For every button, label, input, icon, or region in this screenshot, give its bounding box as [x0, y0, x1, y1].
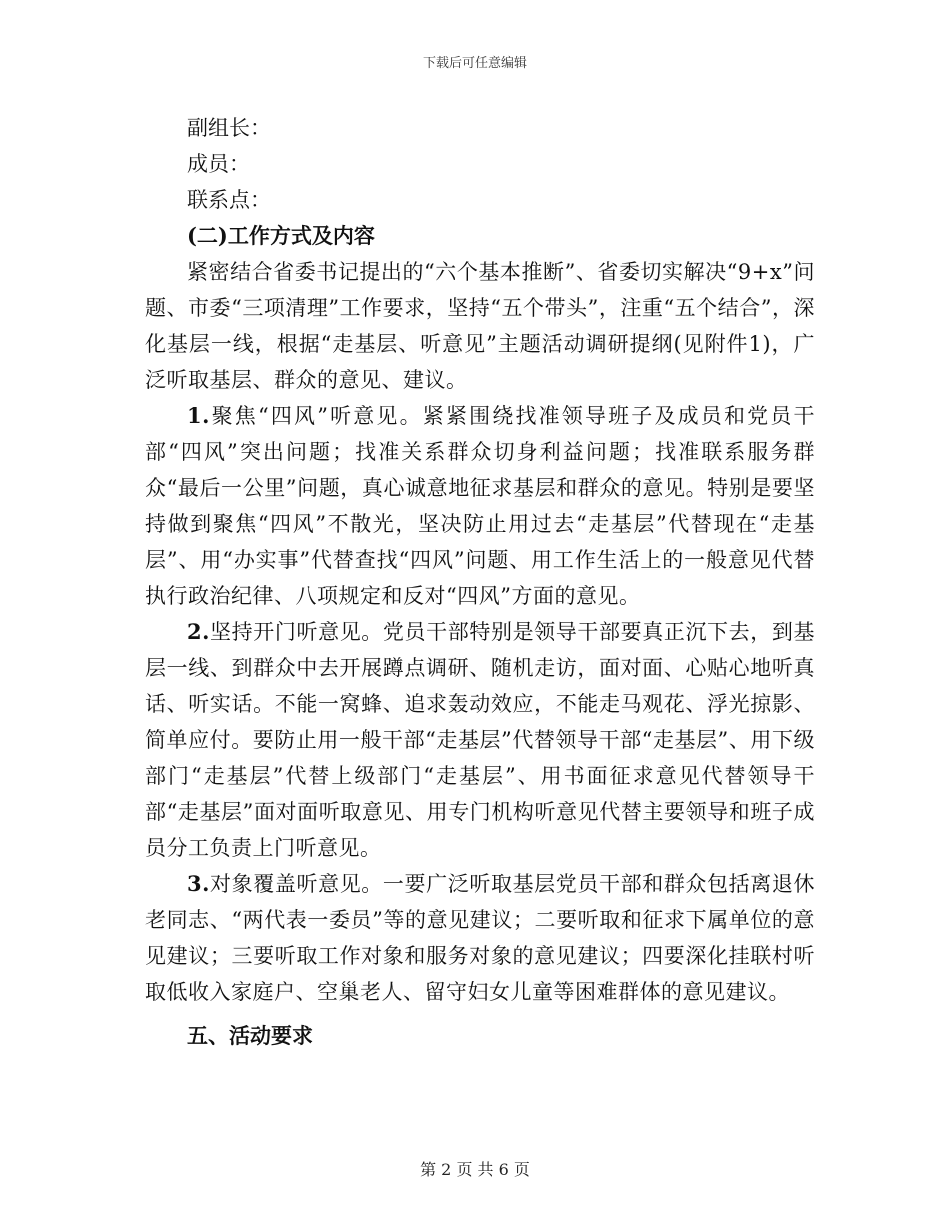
page-header: 下载后可任意编辑 [422, 56, 527, 71]
item-number: 3. [187, 871, 210, 896]
item-number: 1. [187, 403, 210, 428]
item-number: 2. [187, 619, 210, 644]
subheading-work-method: (二)工作方式及内容 [187, 223, 375, 248]
item-text: 坚持开门听意见。党员干部特别是领导干部要真正沉下去，到基层一线、到群众中去开展蹲点调研、随机走访，面对面、心贴心地听真话、听实话。不能一窝蜂、追求轰动效应，不能走马观花、浮光掠影、简单应付。要防止用一般干部“走基层”代替领导干部“走基层”、用下级部门“走基层”代替上级部门“走基层”、用书面征求意见代替领导干部“走基层”面对面听取意见、用专门机构听意见代替主要领导和班子成员分工负责上门听意见。 [145, 620, 815, 860]
list-item [145, 866, 815, 1010]
page-footer: 第 2 页 共 6 页 [420, 1160, 530, 1179]
item-text: 对象覆盖听意见。一要广泛听取基层党员干部和群众包括离退休老同志、“两代表一委员”等的意见建议；二要听取和征求下属单位的意见建议；三要听取工作对象和服务对象的意见建议；四要深化挂联村听取低收入家庭户、空巢老人、留守妇女儿童等困难群体的意见建议。 [145, 872, 815, 1004]
intro-paragraph: 紧密结合省委书记提出的“六个基本推断”、省委切实解决“9+x”问题、市委“三项清理”工作要求，坚持“五个带头”，注重“五个结合”，深化基层一线，根据“走基层、听意见”主题活动调研提纲(见附件1)，广泛听取基层、群众的意见、建议。 [145, 260, 815, 392]
list-item [145, 614, 815, 866]
field-members: 成员： [187, 152, 250, 176]
field-contact-point: 联系点： [187, 188, 271, 212]
list-item [145, 398, 815, 614]
item-text: 聚焦“四风”听意见。紧紧围绕找准领导班子及成员和党员干部“四风”突出问题；找准关系群众切身利益问题；找准联系服务群众“最后一公里”问题，真心诚意地征求基层和群众的意见。特别是要坚持做到聚焦“四风”不散光，坚决防止用过去“走基层”代替现在“走基层”、用“办实事”代替查找“四风”问题、用工作生活上的一般意见代替执行政治纪律、八项规定和反对“四风”方面的意见。 [145, 404, 815, 608]
document-body [145, 110, 815, 1054]
section-heading-requirements: 五、活动要求 [187, 1023, 313, 1048]
field-deputy-leader: 副组长： [187, 116, 271, 140]
